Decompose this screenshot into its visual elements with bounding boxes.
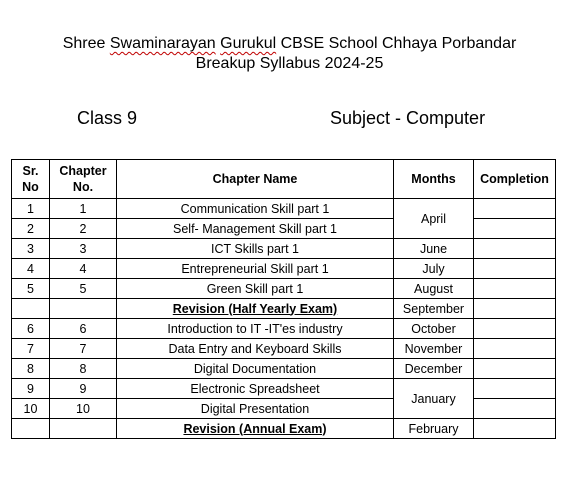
cell-completion (474, 319, 556, 339)
cell-chapter-name: Revision (Half Yearly Exam) (117, 299, 394, 319)
table-row-revision (12, 419, 556, 439)
cell-sr-no: 9 (12, 379, 50, 399)
cell-completion (474, 379, 556, 399)
table-row (12, 339, 556, 359)
cell-chapter-name: Entrepreneurial Skill part 1 (117, 259, 394, 279)
table-row (12, 379, 556, 399)
header-chapter-line2: No. (72, 180, 94, 194)
table-row (12, 319, 556, 339)
cell-completion (474, 219, 556, 239)
table-row (12, 399, 556, 419)
cell-completion (474, 399, 556, 419)
cell-month: April (394, 199, 474, 239)
cell-sr-no: 1 (12, 199, 50, 219)
cell-completion (474, 239, 556, 259)
table-header-row (12, 160, 556, 199)
cell-completion (474, 199, 556, 219)
cell-chapter-no: 3 (50, 239, 117, 259)
cell-chapter-no: 6 (50, 319, 117, 339)
cell-chapter-name: Digital Presentation (117, 399, 394, 419)
subject-label: Subject - Computer (330, 108, 486, 128)
cell-month: December (394, 359, 474, 379)
cell-chapter-name: Self- Management Skill part 1 (117, 219, 394, 239)
table-row (12, 259, 556, 279)
table-row-revision (12, 299, 556, 319)
cell-sr-no: 4 (12, 259, 50, 279)
syllabus-table (11, 159, 556, 439)
header-chapter-line1: Chapter (59, 164, 107, 178)
school-name (0, 34, 579, 54)
header-sr-no (12, 160, 50, 199)
cell-sr-no (12, 299, 50, 319)
header-chapter-name: Chapter Name (117, 160, 394, 199)
school-name-word-gurukul: Gurukul (220, 35, 277, 52)
document-title: Breakup Syllabus 2024-25 (195, 55, 384, 72)
table-row (12, 279, 556, 299)
header-sr-line1: Sr. (22, 164, 39, 178)
cell-sr-no: 8 (12, 359, 50, 379)
cell-chapter-no (50, 299, 117, 319)
cell-chapter-no: 9 (50, 379, 117, 399)
cell-chapter-no: 10 (50, 399, 117, 419)
cell-chapter-name: Introduction to IT -IT'es industry (117, 319, 394, 339)
cell-completion (474, 259, 556, 279)
cell-month: October (394, 319, 474, 339)
cell-completion (474, 419, 556, 439)
cell-chapter-no: 8 (50, 359, 117, 379)
cell-month: September (394, 299, 474, 319)
cell-chapter-name: Revision (Annual Exam) (117, 419, 394, 439)
cell-month: November (394, 339, 474, 359)
cell-month: January (394, 379, 474, 419)
school-name-prefix: Shree (62, 35, 110, 52)
cell-sr-no (12, 419, 50, 439)
cell-chapter-no: 4 (50, 259, 117, 279)
header-sr-line2: No (22, 180, 39, 194)
cell-chapter-name: Electronic Spreadsheet (117, 379, 394, 399)
document-header (0, 34, 579, 74)
table-row (12, 219, 556, 239)
cell-chapter-name: ICT Skills part 1 (117, 239, 394, 259)
cell-chapter-no (50, 419, 117, 439)
header-completion: Completion (474, 160, 556, 199)
cell-chapter-name: Data Entry and Keyboard Skills (117, 339, 394, 359)
cell-month: February (394, 419, 474, 439)
cell-month: June (394, 239, 474, 259)
cell-completion (474, 359, 556, 379)
cell-sr-no: 7 (12, 339, 50, 359)
class-label: Class 9 (77, 108, 138, 128)
cell-completion (474, 279, 556, 299)
cell-chapter-no: 2 (50, 219, 117, 239)
cell-chapter-no: 5 (50, 279, 117, 299)
table-row (12, 359, 556, 379)
cell-chapter-name: Green Skill part 1 (117, 279, 394, 299)
table-row (12, 239, 556, 259)
cell-chapter-name: Communication Skill part 1 (117, 199, 394, 219)
cell-sr-no: 2 (12, 219, 50, 239)
cell-chapter-name: Digital Documentation (117, 359, 394, 379)
cell-completion (474, 339, 556, 359)
header-chapter-no (50, 160, 117, 199)
cell-chapter-no: 1 (50, 199, 117, 219)
cell-sr-no: 5 (12, 279, 50, 299)
cell-sr-no: 3 (12, 239, 50, 259)
cell-completion (474, 299, 556, 319)
header-months: Months (394, 160, 474, 199)
cell-sr-no: 6 (12, 319, 50, 339)
table-row (12, 199, 556, 219)
cell-month: August (394, 279, 474, 299)
cell-chapter-no: 7 (50, 339, 117, 359)
cell-month: July (394, 259, 474, 279)
school-name-suffix: CBSE School Chhaya Porbandar (276, 35, 517, 52)
cell-sr-no: 10 (12, 399, 50, 419)
school-name-word-swaminarayan: Swaminarayan (109, 35, 216, 52)
